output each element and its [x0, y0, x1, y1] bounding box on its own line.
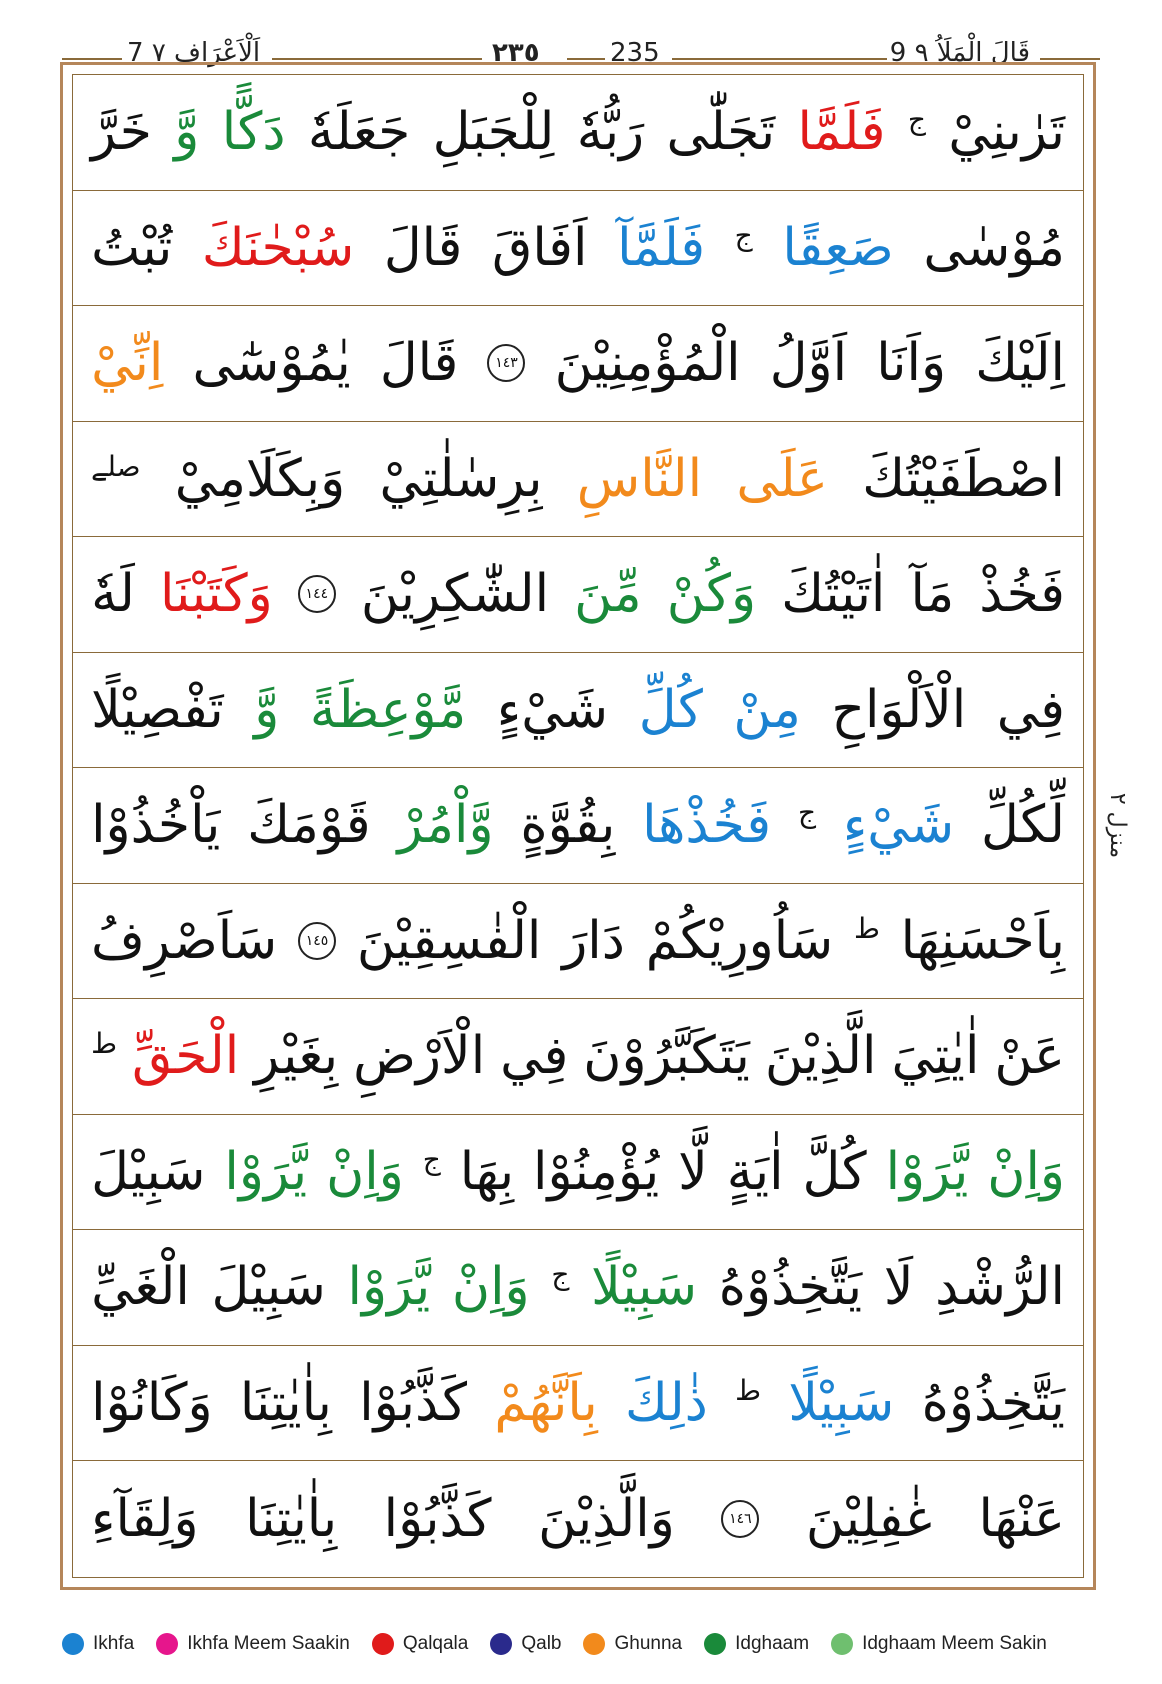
- word: قَوْمَكَ: [247, 795, 371, 856]
- text-line: [73, 306, 1083, 422]
- word: لِّكُلِّ: [981, 795, 1065, 856]
- legend-item: [831, 1633, 1047, 1655]
- word: تَجَلّٰى: [666, 102, 776, 163]
- word: كُلِّ: [638, 679, 703, 740]
- word: جَعَلَهٗ: [307, 102, 411, 163]
- waqf-sign: ط: [735, 1373, 762, 1407]
- word: كَذَّبُوْا: [383, 1488, 492, 1549]
- word: صَعِقًا: [782, 217, 894, 278]
- word: يَّرَوْا: [885, 1141, 969, 1202]
- manzil-text: منزل ٢: [1105, 792, 1131, 858]
- word: اصْطَفَيْتُكَ: [862, 448, 1065, 509]
- word: وَاِنْ: [451, 1257, 530, 1318]
- legend-label: Ikhfa Meem Saakin: [187, 1633, 350, 1654]
- word: فَلَمَّا: [797, 102, 886, 163]
- word: فِي: [996, 679, 1065, 740]
- word: الشّٰكِرِيْنَ: [360, 564, 550, 625]
- legend-color-dot: [372, 1633, 394, 1655]
- word: مِّنَ: [574, 564, 642, 625]
- word: قَالَ: [379, 333, 459, 394]
- legend-label: Qalqala: [402, 1633, 469, 1654]
- page-number: 235: [610, 38, 660, 68]
- legend-color-dot: [62, 1633, 84, 1655]
- header-rule: [672, 58, 887, 60]
- word: اٰيٰتِيَ: [891, 1026, 980, 1087]
- word: وَلِقَآءِ: [91, 1488, 199, 1549]
- page-number-arabic: ٢٣٥: [492, 38, 540, 68]
- word: الْاَلْوَاحِ: [831, 679, 967, 740]
- word: اٰتَيْتُكَ: [781, 564, 886, 625]
- legend-item: [156, 1633, 350, 1655]
- word: رَبُّهٗ: [576, 102, 645, 163]
- word: دَارَ: [562, 910, 625, 971]
- surah-name: 7 اَلْاَعْرَاف ۷: [127, 38, 261, 68]
- word: الْمُؤْمِنِيْنَ: [554, 333, 741, 394]
- word: لَّا: [678, 1141, 708, 1202]
- word: بِاٰيٰتِنَا: [239, 1372, 332, 1433]
- legend-color-dot: [831, 1633, 853, 1655]
- word: سَاُورِيْكُمْ: [645, 910, 834, 971]
- header-rule: [62, 58, 122, 60]
- waqf-sign: ط: [91, 1027, 117, 1060]
- word: بِغَيْرِ: [254, 1026, 339, 1087]
- word: بِقُوَّةٍ: [520, 795, 616, 856]
- word: الَّذِيْنَ: [764, 1026, 877, 1087]
- text-line: [73, 884, 1083, 1000]
- word: سُبْحٰنَكَ: [201, 217, 355, 278]
- word: تَفْصِيْلًا: [91, 679, 224, 740]
- tajweed-legend: [62, 1626, 1122, 1662]
- word: سَبِيْلًا: [788, 1372, 895, 1433]
- word: مِنْ: [733, 679, 801, 740]
- word: مَآ: [910, 564, 955, 625]
- word: يَّرَوْا: [224, 1141, 308, 1202]
- word: تَرٰىنِيْ: [948, 102, 1065, 163]
- word: سَبِيْلًا: [591, 1257, 698, 1318]
- word: الْغَيِّ: [91, 1257, 190, 1318]
- word: مَّوْعِظَةً: [309, 679, 467, 740]
- word: كَذَّبُوْا: [359, 1372, 468, 1433]
- legend-item: [704, 1633, 809, 1655]
- word: فِي: [500, 1026, 569, 1087]
- word: بِهَا: [459, 1141, 515, 1202]
- word: الرُّشْدِ: [935, 1257, 1065, 1318]
- header-rule: [272, 58, 482, 60]
- word: فَلَمَّآ: [617, 217, 706, 278]
- legend-label: Ghunna: [614, 1633, 683, 1654]
- word: سَبِيْلَ: [211, 1257, 326, 1318]
- word: يُؤْمِنُوْا: [533, 1141, 660, 1202]
- text-line: [73, 1230, 1083, 1346]
- legend-label: Idghaam: [735, 1633, 810, 1654]
- word: فَخُذْهَا: [642, 795, 772, 856]
- word: ذٰلِكَ: [625, 1372, 708, 1433]
- waqf-sign: ط: [853, 911, 880, 945]
- word: النَّاسِ: [576, 448, 703, 509]
- word: سَاَصْرِفُ: [91, 910, 278, 971]
- legend-color-dot: [490, 1633, 512, 1655]
- legend-color-dot: [583, 1633, 605, 1655]
- word: اَوَّلُ: [769, 333, 848, 394]
- word: عَنْهَا: [978, 1488, 1065, 1549]
- word: عَنْ: [994, 1026, 1065, 1087]
- word: شَيْءٍ: [496, 679, 609, 740]
- word: دَكًّا: [221, 102, 286, 163]
- manzil-label: [1098, 770, 1138, 880]
- text-line: [73, 1346, 1083, 1462]
- text-line: [73, 422, 1083, 538]
- word: بِاَحْسَنِهَا: [900, 910, 1065, 971]
- legend-label: Idghaam Meem Sakin: [862, 1633, 1047, 1654]
- word: وَبِكَلَامِيْ: [174, 448, 346, 509]
- text-line: [73, 768, 1083, 884]
- word: بِاَنَّهُمْ: [494, 1372, 598, 1433]
- word: وَّ: [254, 679, 280, 740]
- word: يَّرَوْا: [347, 1257, 431, 1318]
- word: بِاٰيٰتِنَا: [245, 1488, 338, 1549]
- legend-item: [583, 1633, 682, 1655]
- word: فَخُذْ: [979, 564, 1065, 625]
- legend-item: [490, 1633, 561, 1655]
- ayah-marker: ١٤٦: [721, 1500, 759, 1538]
- word: وَكَانُوْا: [91, 1372, 213, 1433]
- word: يَتَّخِذُوْهُ: [718, 1257, 863, 1318]
- word: خَرَّ: [91, 102, 152, 163]
- legend-label: Ikhfa: [93, 1633, 135, 1654]
- text-line: [73, 653, 1083, 769]
- word: يَتَكَبَّرُوْنَ: [583, 1026, 750, 1087]
- word: لَا: [883, 1257, 914, 1318]
- legend-item: [62, 1633, 134, 1655]
- text-line: [73, 191, 1083, 307]
- word: تُبْتُ: [91, 217, 173, 278]
- waqf-sign: ج: [422, 1142, 441, 1176]
- word: بِرِسٰلٰتِيْ: [379, 448, 543, 509]
- header-rule: [1040, 58, 1100, 60]
- word: مُوْسٰى: [923, 217, 1065, 278]
- waqf-sign: ج: [734, 218, 753, 252]
- word: غٰفِلِيْنَ: [805, 1488, 932, 1549]
- text-line: [73, 1115, 1083, 1231]
- legend-label: Qalb: [521, 1633, 562, 1654]
- word: قَالَ: [383, 217, 463, 278]
- header-rule: [567, 58, 605, 60]
- word: اِنِّيْ: [91, 333, 164, 394]
- word: اِلَيْكَ: [975, 333, 1065, 394]
- word: لِلْجَبَلِ: [432, 102, 555, 163]
- waqf-sign: صلے: [91, 449, 141, 483]
- word: وَاِنْ: [987, 1141, 1065, 1202]
- word: وَّاْمُرْ: [397, 795, 494, 856]
- text-line: [73, 999, 1083, 1115]
- para-name: 9 قَالَ الْمَلَاُ ۹: [889, 38, 1030, 68]
- text-line: [73, 537, 1083, 653]
- legend-item: [372, 1633, 469, 1655]
- word: الْحَقِّ: [131, 1026, 240, 1087]
- word: الْفٰسِقِيْنَ: [356, 910, 542, 971]
- ayah-marker: ١٤٥: [298, 922, 336, 960]
- word: وَكُنْ: [666, 564, 757, 625]
- word: وَالَّذِيْنَ: [538, 1488, 675, 1549]
- legend-color-dot: [156, 1633, 178, 1655]
- word: شَيْءٍ: [842, 795, 955, 856]
- text-line: [73, 75, 1083, 191]
- legend-color-dot: [704, 1633, 726, 1655]
- word: يَتَّخِذُوْهُ: [921, 1372, 1065, 1433]
- waqf-sign: ج: [907, 103, 926, 136]
- word: وَاَنَا: [876, 333, 947, 394]
- text-line: [73, 1461, 1083, 1577]
- word: سَبِيْلَ: [91, 1141, 206, 1202]
- word: يَاْخُذُوْا: [91, 795, 221, 856]
- word: اٰيَةٍ: [726, 1141, 784, 1202]
- quran-text: [73, 75, 1083, 1577]
- word: وَاِنْ: [326, 1141, 404, 1202]
- word: وَّ: [174, 102, 200, 163]
- waqf-sign: ج: [797, 796, 817, 829]
- word: عَلَى: [736, 448, 828, 509]
- word: يٰمُوْسٰٓى: [192, 333, 351, 394]
- ayah-marker: ١٤٣: [487, 344, 525, 382]
- word: الْاَرْضِ: [353, 1026, 486, 1087]
- word: لَهٗ: [91, 564, 135, 625]
- waqf-sign: ج: [551, 1258, 570, 1291]
- word: اَفَاقَ: [491, 217, 588, 278]
- ayah-marker: ١٤٤: [298, 575, 336, 613]
- word: وَكَتَبْنَا: [159, 564, 273, 625]
- word: كُلَّ: [802, 1141, 867, 1202]
